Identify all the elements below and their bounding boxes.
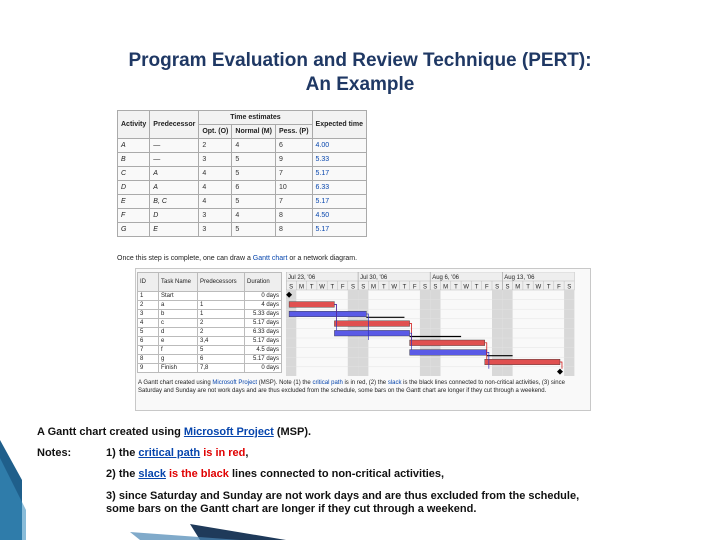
gantt-cell-task: d <box>159 328 198 337</box>
gantt-chart <box>286 272 586 376</box>
pert-cell-normal: 5 <box>232 195 276 209</box>
gantt-cell-id: 4 <box>138 319 159 328</box>
critical-task-bar <box>289 302 334 308</box>
page-title: Program Evaluation and Review Technique (PERT): <box>128 50 592 71</box>
week-label: Aug 6, '06 <box>432 275 460 281</box>
pert-cell-predecessor: D <box>150 209 199 223</box>
gantt-cell-task: e <box>159 337 198 346</box>
gantt-cell-duration: 4 days <box>245 301 282 310</box>
weekend-shade <box>420 290 430 376</box>
gantt-cell-task: b <box>159 310 198 319</box>
col-expected: Expected time <box>312 111 366 139</box>
gantt-col-duration: Duration <box>245 273 282 292</box>
task-bar <box>334 330 409 336</box>
day-letter: F <box>557 284 561 291</box>
day-letter: F <box>412 284 417 291</box>
gantt-col-pred: Predecessors <box>198 273 245 292</box>
caption-text-1: A Gantt chart created using <box>138 380 213 386</box>
slide-decoration <box>0 440 290 540</box>
gantt-cell-id: 1 <box>138 292 159 301</box>
pert-cell-predecessor: — <box>150 153 199 167</box>
pert-row <box>118 153 367 167</box>
pert-cell-activity: F <box>118 209 150 223</box>
day-letter: T <box>454 284 458 291</box>
pert-row <box>118 195 367 209</box>
critical-task-bar <box>410 340 485 346</box>
gantt-cell-pred: 2 <box>198 328 245 337</box>
note-3-line2: some bars on the Gantt chart are longer if they cut through a weekend. <box>106 503 477 515</box>
day-letter: T <box>330 284 335 291</box>
pert-cell-activity: D <box>118 181 150 195</box>
pert-row <box>118 209 367 223</box>
pert-cell-normal: 4 <box>232 209 276 223</box>
gantt-cell-id: 7 <box>138 346 159 355</box>
gantt-cell-duration: 0 days <box>245 292 282 301</box>
gantt-cell-task: c <box>159 319 198 328</box>
pert-cell-predecessor: B, C <box>150 195 199 209</box>
gantt-task-row <box>138 337 282 346</box>
note-1-tail: , <box>245 447 249 459</box>
gantt-task-table <box>137 272 282 373</box>
pert-cell-opt: 4 <box>199 195 232 209</box>
caption-link-slack[interactable]: slack <box>387 380 402 386</box>
gantt-cell-duration: 5.17 days <box>245 337 282 346</box>
week-label: Jul 23, '06 <box>288 275 316 281</box>
gantt-cell-id: 9 <box>138 364 159 373</box>
gantt-cell-task: g <box>159 355 198 364</box>
gantt-cell-task: Finish <box>159 364 198 373</box>
pert-cell-expected: 4.00 <box>312 139 366 153</box>
pert-cell-opt: 3 <box>199 153 232 167</box>
critical-path-link[interactable]: critical path <box>138 447 201 459</box>
day-letter: S <box>289 284 294 291</box>
pert-cell-pess: 8 <box>275 209 312 223</box>
task-bar <box>410 350 487 356</box>
pert-table <box>117 110 367 237</box>
day-letter: S <box>361 284 366 291</box>
col-normal: Normal (M) <box>232 125 276 139</box>
pert-cell-pess: 7 <box>275 195 312 209</box>
gantt-cell-task: Start <box>159 292 198 301</box>
gantt-cell-task: f <box>159 346 198 355</box>
gantt-cell-duration: 5.33 days <box>245 310 282 319</box>
gantt-cell-pred <box>198 292 245 301</box>
note-2-red: is the black <box>165 468 229 480</box>
gantt-cell-duration: 5.17 days <box>245 355 282 364</box>
step-note-text-2: or a network diagram. <box>287 255 358 262</box>
pert-cell-normal: 4 <box>232 139 276 153</box>
dependency-arrow <box>560 362 562 369</box>
pert-row <box>118 167 367 181</box>
pert-cell-activity: C <box>118 167 150 181</box>
day-letter: S <box>433 284 438 291</box>
gantt-cell-id: 6 <box>138 337 159 346</box>
pert-cell-pess: 10 <box>275 181 312 195</box>
pert-cell-opt: 2 <box>199 139 232 153</box>
day-letter: T <box>309 284 314 291</box>
day-letter: W <box>391 284 397 291</box>
pert-row <box>118 181 367 195</box>
pert-cell-pess: 9 <box>275 153 312 167</box>
day-letter: W <box>463 284 470 291</box>
col-activity: Activity <box>118 111 150 139</box>
pert-cell-pess: 6 <box>275 139 312 153</box>
caption-text-2: (MSP). Note (1) the <box>257 380 313 386</box>
page-subtitle: An Example <box>305 74 415 95</box>
day-letter: T <box>474 284 479 291</box>
source-tail: (MSP). <box>273 426 312 438</box>
gantt-task-row <box>138 319 282 328</box>
day-letter: T <box>546 284 551 291</box>
day-letter: M <box>298 284 304 291</box>
day-letter: T <box>402 284 407 291</box>
day-letter: W <box>319 284 325 291</box>
gantt-cell-id: 2 <box>138 301 159 310</box>
milestone-diamond <box>557 369 563 375</box>
pert-cell-expected: 5.17 <box>312 195 366 209</box>
gantt-cell-id: 5 <box>138 328 159 337</box>
task-bar <box>289 311 366 317</box>
week-label: Aug 13, '06 <box>504 275 535 281</box>
gantt-cell-pred: 6 <box>198 355 245 364</box>
gantt-task-row <box>138 292 282 301</box>
gantt-task-row <box>138 310 282 319</box>
caption-link-critical-path[interactable]: critical path <box>312 380 343 386</box>
col-opt: Opt. (O) <box>199 125 232 139</box>
gantt-task-row <box>138 301 282 310</box>
pert-cell-normal: 5 <box>232 167 276 181</box>
pert-cell-opt: 3 <box>199 223 232 237</box>
gantt-col-id: ID <box>138 273 159 292</box>
pert-cell-opt: 4 <box>199 167 232 181</box>
gantt-task-row <box>138 346 282 355</box>
gantt-chart-link[interactable]: Gantt chart <box>252 255 288 262</box>
pert-cell-activity: E <box>118 195 150 209</box>
pert-cell-normal: 5 <box>232 153 276 167</box>
col-predecessor: Predecessor <box>150 111 199 139</box>
pert-cell-expected: 6.33 <box>312 181 366 195</box>
day-letter: S <box>505 284 510 291</box>
critical-task-bar <box>485 359 560 365</box>
pert-cell-opt: 3 <box>199 209 232 223</box>
gantt-cell-pred: 2 <box>198 319 245 328</box>
pert-cell-expected: 5.17 <box>312 223 366 237</box>
day-letter: S <box>423 284 428 291</box>
step-note <box>117 255 357 262</box>
day-letter: S <box>567 284 572 291</box>
pert-cell-predecessor: E <box>150 223 199 237</box>
slack-link[interactable]: slack <box>138 468 166 480</box>
gantt-cell-pred: 1 <box>198 301 245 310</box>
pert-cell-activity: G <box>118 223 150 237</box>
pert-cell-activity: A <box>118 139 150 153</box>
msp-link[interactable]: Microsoft Project <box>183 426 274 438</box>
note-3-line1: 3) since Saturday and Sunday are not work days and are thus excluded from the schedule, <box>106 490 580 502</box>
pert-cell-opt: 4 <box>199 181 232 195</box>
col-pess: Pess. (P) <box>275 125 312 139</box>
gantt-cell-pred: 3,4 <box>198 337 245 346</box>
note-2-prefix: 2) the <box>106 468 139 480</box>
day-letter: M <box>443 284 449 291</box>
gantt-cell-pred: 1 <box>198 310 245 319</box>
gantt-task-row <box>138 364 282 373</box>
day-letter: T <box>382 284 386 291</box>
pert-cell-predecessor: — <box>150 139 199 153</box>
pert-cell-pess: 7 <box>275 167 312 181</box>
pert-cell-predecessor: A <box>150 181 199 195</box>
gantt-cell-pred: 7,8 <box>198 364 245 373</box>
notes-label: Notes: <box>37 447 72 459</box>
gantt-caption <box>138 379 584 395</box>
gantt-cell-task: a <box>159 301 198 310</box>
pert-cell-pess: 8 <box>275 223 312 237</box>
gantt-cell-duration: 5.17 days <box>245 319 282 328</box>
col-time-estimates: Time estimates <box>199 111 312 125</box>
day-letter: M <box>371 284 377 291</box>
step-note-text: Once this step is complete, one can draw a <box>117 255 253 262</box>
pert-cell-expected: 5.33 <box>312 153 366 167</box>
pert-row <box>118 139 367 153</box>
day-letter: S <box>495 284 500 291</box>
note-2-tail: lines connected to non-critical activities, <box>228 468 445 480</box>
day-letter: W <box>535 284 542 291</box>
day-letter: M <box>515 284 521 291</box>
day-letter: F <box>340 284 345 291</box>
day-letter: T <box>526 284 530 291</box>
pert-cell-expected: 4.50 <box>312 209 366 223</box>
caption-link-msp[interactable]: Microsoft Project <box>212 380 258 386</box>
gantt-cell-duration: 4.5 days <box>245 346 282 355</box>
pert-cell-predecessor: A <box>150 167 199 181</box>
day-letter: S <box>350 284 355 291</box>
gantt-task-row <box>138 328 282 337</box>
gantt-source-line <box>37 426 311 438</box>
caption-text-4: is the black lines connected to non-critical activities, (3) since Saturday and Sunday are not work days and are thus excluded from the schedule, some bars on the Gantt chart are longer if they cut through a weekend. <box>138 380 565 394</box>
caption-text-3: is in red, (2) the <box>342 380 388 386</box>
day-letter: F <box>485 284 489 291</box>
gantt-task-row <box>138 355 282 364</box>
pert-row <box>118 223 367 237</box>
note-1-prefix: 1) the <box>106 447 139 459</box>
weekend-shade <box>430 290 440 376</box>
gantt-cell-id: 8 <box>138 355 159 364</box>
pert-cell-normal: 5 <box>232 223 276 237</box>
source-text: A Gantt chart created using <box>37 426 184 438</box>
gantt-cell-pred: 5 <box>198 346 245 355</box>
pert-cell-activity: B <box>118 153 150 167</box>
gantt-cell-id: 3 <box>138 310 159 319</box>
pert-cell-normal: 6 <box>232 181 276 195</box>
pert-cell-expected: 5.17 <box>312 167 366 181</box>
critical-task-bar <box>334 321 409 327</box>
gantt-cell-duration: 0 days <box>245 364 282 373</box>
note-1-red: is in red <box>200 447 246 459</box>
weekend-shade <box>564 290 574 376</box>
week-label: Jul 30, '06 <box>360 275 388 281</box>
gantt-col-task: Task Name <box>159 273 198 292</box>
gantt-cell-duration: 6.33 days <box>245 328 282 337</box>
